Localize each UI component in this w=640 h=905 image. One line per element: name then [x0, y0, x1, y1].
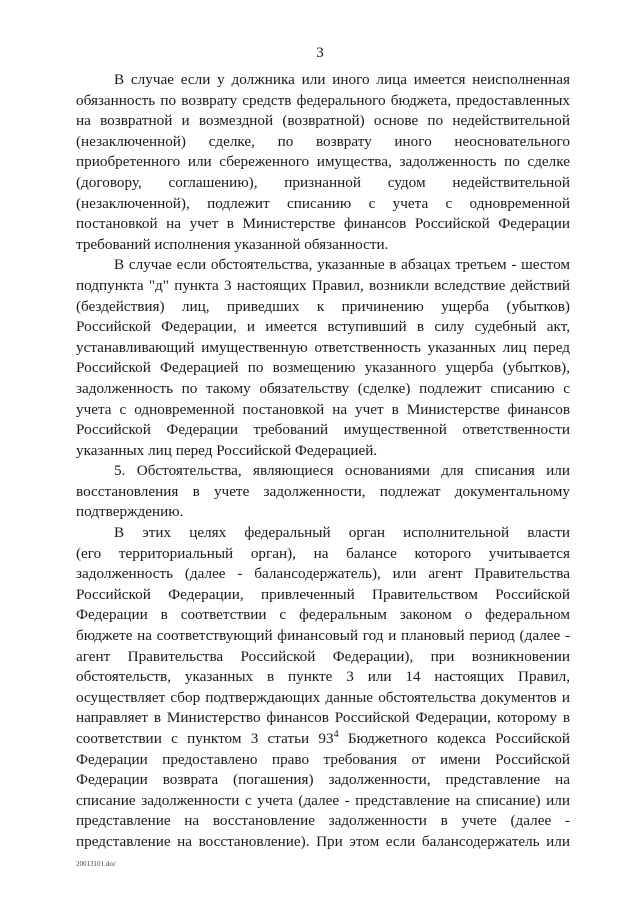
- text-line: Федерации в соответствии с федеральным законом о федеральном: [76, 606, 570, 624]
- text-line: Федерации предоставлено право требования от имени Российской: [76, 750, 570, 768]
- text-line: Российской Федерации, и имеется вступивший в силу судебный акт,: [76, 318, 570, 336]
- text-fragment: Бюджетного кодекса Российской: [338, 730, 570, 747]
- paragraph-4: [76, 523, 570, 853]
- page-number: 3: [316, 45, 324, 61]
- text-line: Российской Федерации, привлеченный Правительством Российской: [76, 585, 570, 603]
- text-line: подпункта "д" пункта 3 настоящих Правил, возникли вследствие действий: [76, 276, 570, 294]
- text-line: (договору, соглашению), признанной судом недействительной: [76, 173, 570, 191]
- text-line: представление на восстановление). При этом если балансодержатель или: [76, 832, 570, 850]
- text-line: устанавливающий имущественную ответственность указанных лиц перед: [76, 338, 570, 356]
- text-line: В случае если у должника или иного лица имеется неисполненная: [114, 71, 570, 88]
- text-line: направляет в Министерство финансов Российской Федерации, которому в: [76, 709, 570, 727]
- text-line: обстоятельств, указанных в пункте 3 или 14 настоящих Правил,: [76, 668, 570, 686]
- text-line: учета с одновременной постановкой на учет в Министерстве финансов: [76, 400, 570, 418]
- text-line: обязанность по возврату средств федерального бюджета, предоставленных: [76, 91, 570, 109]
- text-line: (бездействия) лиц, приведших к причинению ущерба (убытков): [76, 297, 570, 315]
- text-line: задолженность (далее - балансодержатель), или агент Правительства: [76, 565, 570, 583]
- text-line: списание задолженности с учета (далее - представление на списание) или: [76, 791, 570, 809]
- text-line: Федерации возврата (погашения) задолженности, представление на: [76, 771, 570, 789]
- text-line: Российской Федерацией по возмещению указанного ущерба (убытков),: [76, 359, 570, 377]
- text-line: подтверждению.: [76, 503, 184, 521]
- text-line: указанных лиц перед Российской Федерацией.: [76, 441, 378, 459]
- text-line-with-superscript: [76, 729, 570, 750]
- superscript: 4: [333, 728, 339, 740]
- text-line: задолженность по такому обязательству (сделке) подлежит списанию с: [76, 379, 570, 397]
- text-fragment: соответствии с пунктом 3 статьи 93: [76, 730, 334, 747]
- paragraph-1: [76, 70, 570, 255]
- text-line: 5. Обстоятельства, являющиеся основаниями для списания или: [114, 462, 570, 480]
- text-line: требований исполнения указанной обязанности.: [76, 235, 389, 253]
- paragraph-2: [76, 255, 570, 461]
- text-line: агент Правительства Российской Федерации), при возникновении: [76, 647, 570, 665]
- text-line: (его территориальный орган), на балансе которого учитывается: [76, 544, 570, 562]
- file-reference: 20013101.doc: [76, 860, 116, 868]
- paragraph-3: [76, 461, 570, 523]
- text-line: В случае если обстоятельства, указанные в абзацах третьем - шестом: [114, 256, 570, 274]
- text-line: постановкой на учет в Министерстве финансов Российской Федерации: [76, 215, 570, 233]
- text-line: (незаключенной), подлежит списанию с учета с одновременной: [76, 194, 570, 212]
- text-line: приобретенного или сбереженного имущества, задолженность по сделке: [76, 153, 570, 171]
- text-line: представление на восстановление задолженности в учете (далее -: [76, 812, 570, 830]
- text-line: бюджете на соответствующий финансовый год и плановый период (далее -: [76, 627, 570, 645]
- document-body: [76, 70, 570, 853]
- text-line: (незаключенной) сделке, по возврату иного неосновательного: [76, 132, 570, 150]
- text-line: восстановления в учете задолженности, подлежат документальному: [76, 482, 570, 500]
- text-line: осуществляет сбор подтверждающих данные обстоятельства документов и: [76, 688, 570, 706]
- text-line: Российской Федерации требований имущественной ответственности: [76, 421, 570, 439]
- text-line: В этих целях федеральный орган исполнительной власти: [114, 524, 570, 542]
- text-line: на возвратной и возмездной (возвратной) основе по недействительной: [76, 112, 570, 130]
